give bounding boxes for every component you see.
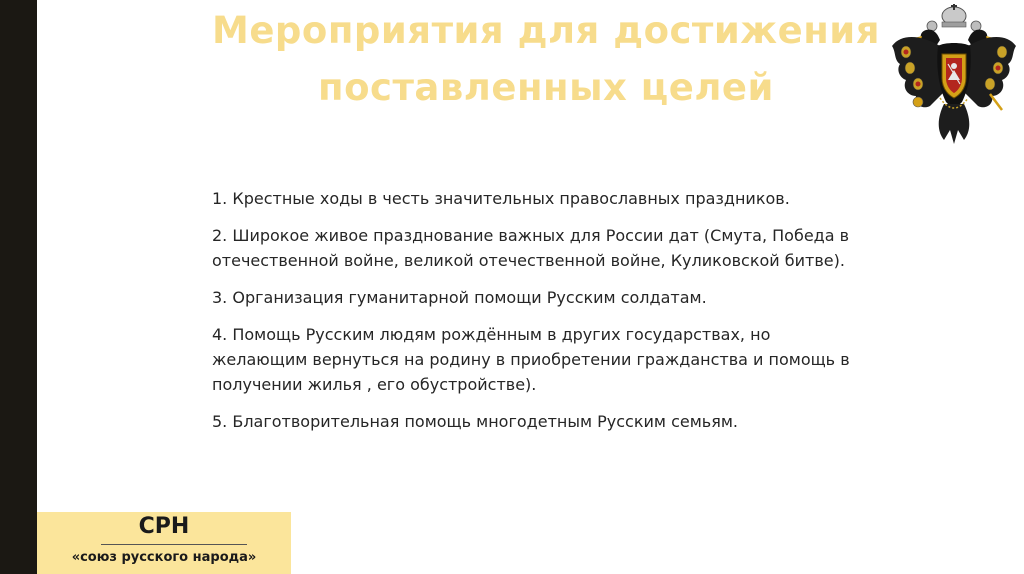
list-item: 4. Помощь Русским людям рождённым в других государствах, но желающим вернуться на родину в приобретении гражданства и помощь в получении жилья , его обустройстве).: [212, 325, 850, 394]
list-item: 5. Благотворительная помощь многодетным Русским семьям.: [212, 412, 738, 431]
left-decorative-bar: [0, 0, 37, 574]
goals-list: [212, 186, 862, 446]
list-item: 3. Организация гуманитарной помощи Русским солдатам.: [212, 288, 707, 307]
crown-icon: [942, 4, 966, 27]
organization-abbreviation: СРН: [138, 514, 190, 539]
double-headed-eagle-coat-of-arms-icon: [888, 2, 1020, 160]
list-item: 2. Широкое живое празднование важных для России дат (Смута, Победа в отечественной войне, великой отечественной войне, Куликовской битве).: [212, 226, 850, 270]
organization-footer: [37, 512, 291, 574]
slide-title: Мероприятия для достижения поставленных целей: [212, 9, 880, 109]
organization-full-name: «союз русского народа»: [71, 550, 257, 565]
list-item: 1. Крестные ходы в честь значительных православных праздников.: [212, 189, 790, 208]
footer-divider: [101, 544, 247, 545]
